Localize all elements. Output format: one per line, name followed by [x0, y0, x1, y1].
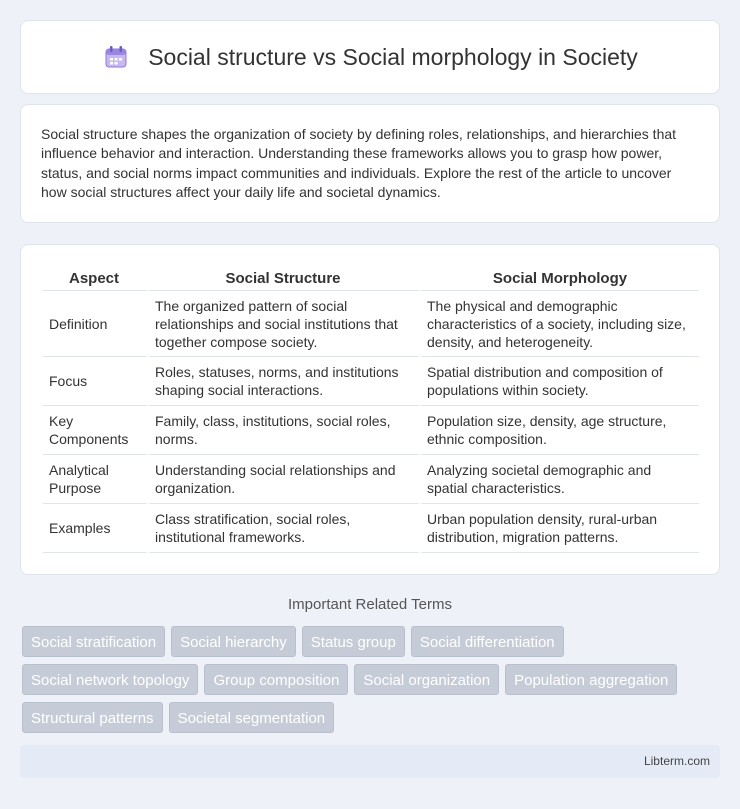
related-term-tag[interactable]: Social organization — [354, 664, 499, 695]
related-term-tag[interactable]: Social network topology — [22, 664, 198, 695]
row-morphology: Spatial distribution and composition of populations within society. — [421, 357, 699, 406]
table-row — [43, 357, 699, 406]
row-aspect: Definition — [43, 291, 149, 357]
related-term-tag[interactable]: Social differentiation — [411, 626, 564, 657]
header-social-structure: Social Structure — [149, 265, 421, 291]
calendar-icon — [102, 43, 130, 71]
related-terms-list — [22, 626, 722, 733]
row-morphology: The physical and demographic characteristics of a society, including size, density, and heterogeneity. — [421, 291, 699, 357]
footer-site-link[interactable]: Libterm.com — [643, 754, 710, 768]
row-aspect: Key Components — [43, 406, 149, 455]
related-term-tag[interactable]: Population aggregation — [505, 664, 677, 695]
table-row — [43, 406, 699, 455]
header-social-morphology: Social Morphology — [421, 265, 699, 291]
row-morphology: Analyzing societal demographic and spatial characteristics. — [421, 455, 699, 504]
row-aspect: Focus — [43, 357, 149, 406]
row-structure: Understanding social relationships and organization. — [149, 455, 421, 504]
related-terms-heading: Important Related Terms — [288, 596, 452, 613]
row-structure: Class stratification, social roles, institutional frameworks. — [149, 504, 421, 553]
header-aspect: Aspect — [43, 265, 149, 291]
related-term-tag[interactable]: Structural patterns — [22, 702, 163, 733]
row-structure: Family, class, institutions, social roles, norms. — [149, 406, 421, 455]
table-row — [43, 504, 699, 553]
row-structure: Roles, statuses, norms, and institutions shaping social interactions. — [149, 357, 421, 406]
title-card — [20, 20, 720, 94]
related-term-tag[interactable]: Social hierarchy — [171, 626, 296, 657]
row-morphology: Population size, density, age structure, ethnic composition. — [421, 406, 699, 455]
row-structure: The organized pattern of social relationships and social institutions that together compose society. — [149, 291, 421, 357]
related-term-tag[interactable]: Social stratification — [22, 626, 165, 657]
related-term-tag[interactable]: Societal segmentation — [169, 702, 335, 733]
row-aspect: Analytical Purpose — [43, 455, 149, 504]
comparison-table — [43, 265, 699, 553]
related-term-tag[interactable]: Status group — [302, 626, 405, 657]
page-title: Social structure vs Social morphology in Society — [148, 43, 638, 70]
table-row — [43, 291, 699, 357]
table-header-row — [43, 265, 699, 291]
row-morphology: Urban population density, rural-urban distribution, migration patterns. — [421, 504, 699, 553]
footer — [20, 745, 720, 778]
related-term-tag[interactable]: Group composition — [204, 664, 348, 695]
row-aspect: Examples — [43, 504, 149, 553]
comparison-card — [20, 244, 720, 575]
table-row — [43, 455, 699, 504]
intro-paragraph: Social structure shapes the organization of society by defining roles, relationships, and hierarchies that influence behavior and interaction. Understanding these frameworks allows you to grasp how power, status, and social norms impact communities and individuals. Explore the rest of the article to uncover how social structures affect your daily life and societal dynamics. — [41, 126, 677, 200]
intro-card — [20, 104, 720, 223]
